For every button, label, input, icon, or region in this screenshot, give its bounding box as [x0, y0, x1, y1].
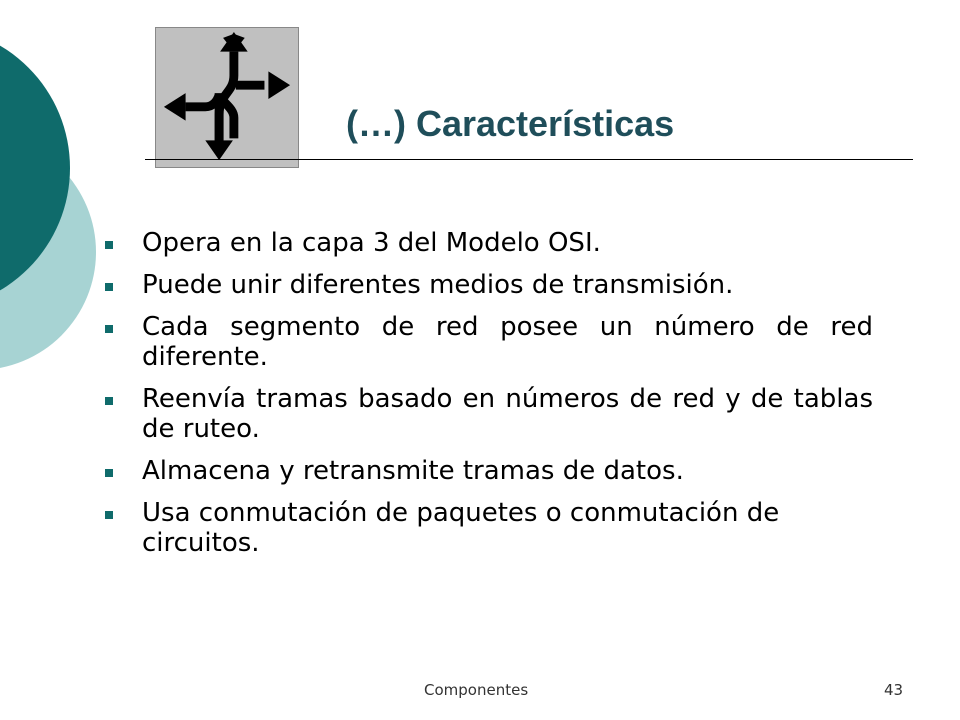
- bullet-item: [105, 312, 873, 372]
- square-bullet-icon: [105, 283, 113, 291]
- page-number: 43: [884, 681, 904, 699]
- bullet-text: Puede unir diferentes medios de transmisión.: [142, 270, 734, 300]
- crossroads-arrows-icon: [155, 27, 299, 168]
- slide-title: (…) Características: [346, 103, 675, 144]
- footer-label: Componentes: [424, 681, 529, 699]
- bullet-item: [105, 456, 873, 486]
- bullet-item: [105, 228, 873, 258]
- bullet-item: [105, 270, 873, 300]
- bullet-text: Reenvía tramas basado en números de red y de tablas de ruteo.: [142, 384, 873, 444]
- square-bullet-icon: [105, 511, 113, 519]
- square-bullet-icon: [105, 325, 113, 333]
- bullet-item: [105, 498, 873, 558]
- decorative-circles: [0, 0, 120, 400]
- bullet-text: Opera en la capa 3 del Modelo OSI.: [142, 228, 601, 258]
- square-bullet-icon: [105, 469, 113, 477]
- bullet-item: [105, 384, 873, 444]
- bullet-text: Cada segmento de red posee un número de red diferente.: [142, 312, 873, 372]
- bullet-text: Almacena y retransmite tramas de datos.: [142, 456, 684, 486]
- square-bullet-icon: [105, 397, 113, 405]
- bullet-text: Usa conmutación de paquetes o conmutación de circuitos.: [142, 498, 780, 558]
- title-underline: [145, 159, 913, 160]
- bullet-list: [105, 228, 873, 570]
- square-bullet-icon: [105, 241, 113, 249]
